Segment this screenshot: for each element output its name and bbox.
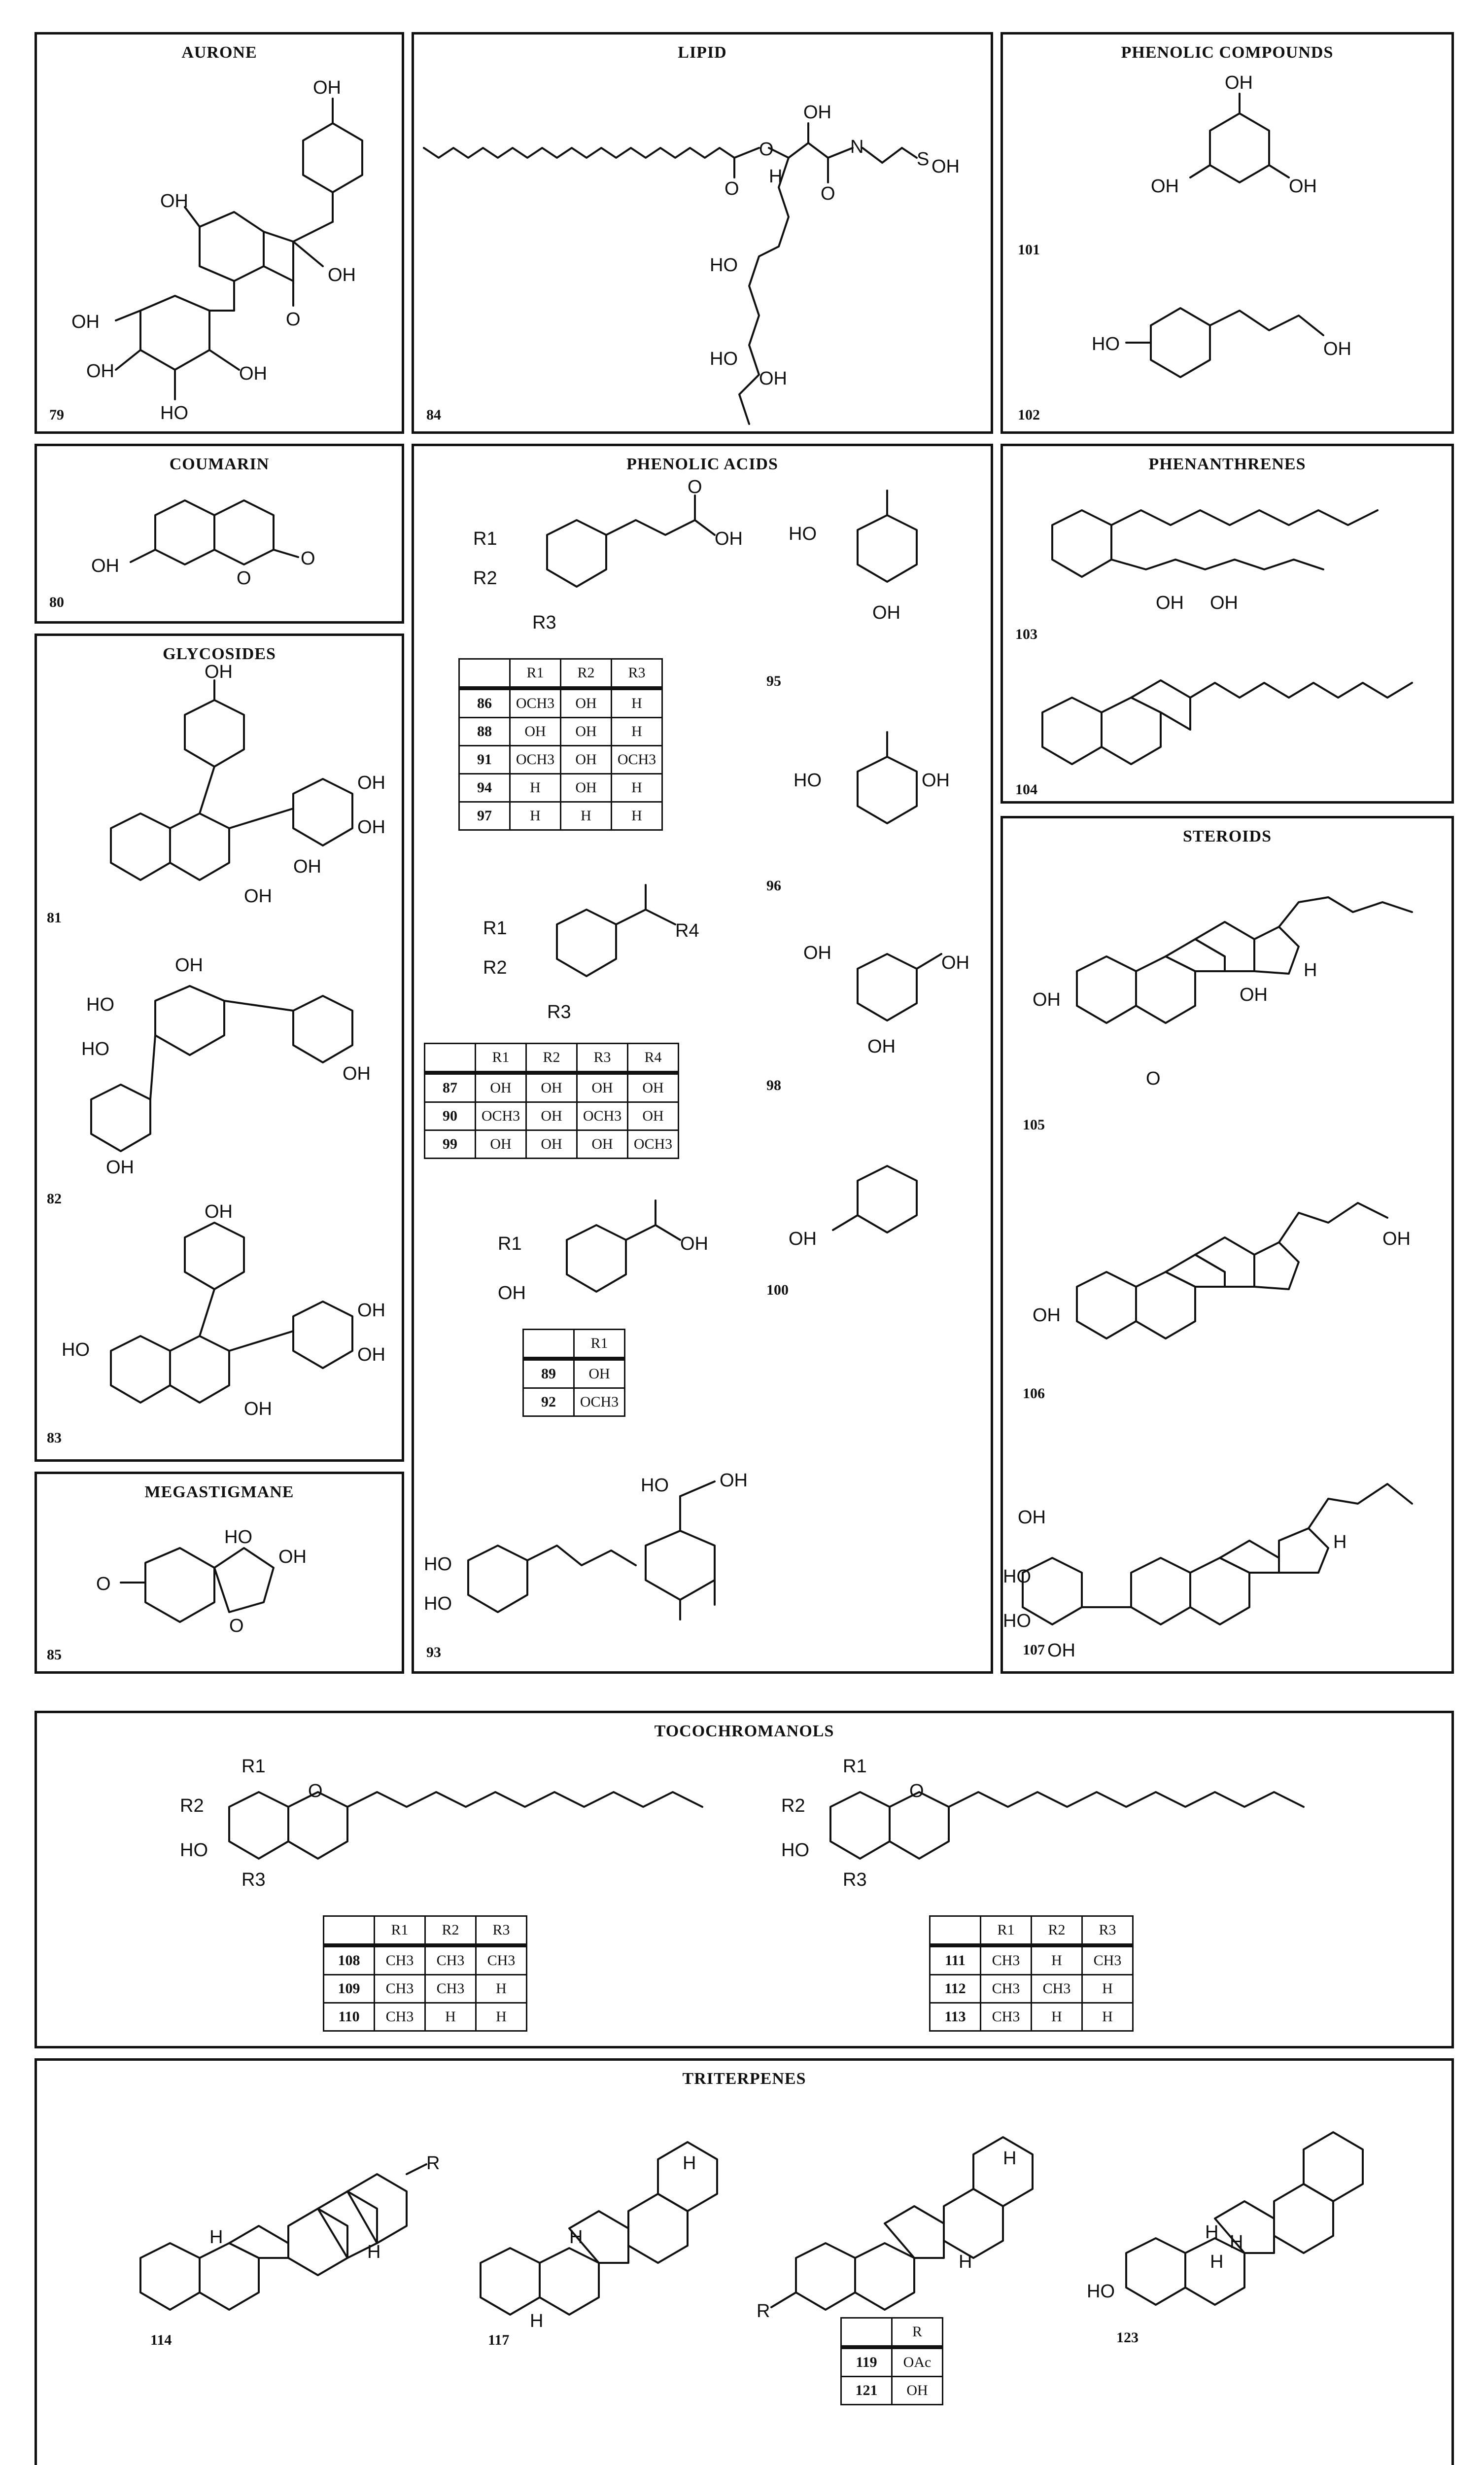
panel-steroids [1001,816,1454,1674]
substituent-cell: OCH3 [510,688,561,718]
svg-text:O: O [229,1616,244,1636]
svg-text:R4: R4 [675,920,699,941]
compound-84: 84 [426,407,441,423]
svg-text:OH: OH [789,1229,817,1249]
structure-93 [414,1422,956,1639]
table-row [523,1388,625,1416]
svg-text:OH: OH [1047,1640,1075,1661]
svg-text:R3: R3 [843,1869,867,1890]
panel-phenolic-compounds [1001,32,1454,434]
compound-107: 107 [1023,1642,1045,1658]
structure-98 [759,919,981,1077]
panel-glycosides [35,634,404,1462]
structure-106 [1003,1163,1447,1400]
table-row [425,1073,679,1102]
table-header-cell: R1 [476,1044,526,1073]
svg-text:OH: OH [803,102,831,123]
table-header-cell: R1 [510,659,561,689]
svg-text:OH: OH [244,886,272,907]
panel-title: PHENOLIC ACIDS [626,455,778,473]
svg-text:OH: OH [867,1036,896,1057]
svg-text:OH: OH [343,1063,371,1084]
svg-text:R2: R2 [483,957,507,978]
compound-number: 91 [459,746,510,774]
panel-coumarin [35,444,404,624]
substituent-cell: OCH3 [612,746,662,774]
substituent-cell: OH [577,1073,628,1102]
substituent-cell: H [612,688,662,718]
table-header-cell: R4 [628,1044,679,1073]
table-row [523,1359,625,1388]
panel-lipid [412,32,993,434]
svg-text:R1: R1 [473,528,497,549]
compound-number: 108 [324,1945,375,1975]
svg-text:R: R [426,2153,440,2174]
compound-80: 80 [49,594,64,610]
substituent-cell: H [612,802,662,830]
svg-text:HO: HO [62,1339,90,1360]
structure-hydroxybenzoic-core [444,1186,739,1334]
svg-text:O: O [1146,1068,1161,1089]
svg-text:OH: OH [1018,1507,1046,1528]
svg-text:R1: R1 [242,1756,266,1777]
structure-118-120 [466,2430,786,2465]
substituent-cell: OH [561,774,612,802]
substituent-cell: OH [561,688,612,718]
svg-text:O: O [688,477,702,497]
svg-text:OH: OH [1210,593,1238,613]
substituent-cell: OCH3 [577,1102,628,1130]
substituent-cell: CH3 [425,1975,476,2003]
svg-text:OH: OH [1033,1305,1061,1326]
svg-text:OH: OH [293,856,321,877]
compound-85: 85 [47,1647,62,1663]
svg-text:H: H [1210,2252,1224,2272]
svg-text:OH: OH [941,952,969,973]
substituent-cell: OCH3 [476,1102,526,1130]
svg-text:OH: OH [357,1300,385,1321]
svg-text:HO: HO [81,1039,109,1059]
svg-text:OH: OH [175,955,203,976]
compound-98: 98 [766,1077,781,1093]
substituent-cell: H [510,774,561,802]
table-row [459,802,662,830]
svg-text:H: H [530,2311,544,2331]
structure-123 [1082,2090,1387,2337]
compound-number: 90 [425,1102,476,1130]
substituent-cell: OAc [892,2347,943,2377]
panel-tocochromanols [35,1711,1454,2048]
substituent-cell: OH [476,1073,526,1102]
compound-number: 99 [425,1130,476,1159]
svg-text:O: O [725,178,739,199]
structure-tocopherol-core [155,1743,796,1891]
svg-text:OH: OH [922,770,950,791]
svg-text:HO: HO [710,255,738,276]
svg-text:O: O [96,1574,111,1594]
compound-number: 110 [324,2003,375,2031]
table-header-cell [841,2318,892,2348]
panel-title: MEGASTIGMANE [144,1483,294,1501]
substituent-cell: CH3 [981,2003,1032,2031]
panel-title: GLYCOSIDES [163,645,276,663]
substituent-cell: H [612,718,662,746]
structure-115-116 [121,2430,441,2465]
panel-phenanthrenes [1001,444,1454,804]
substituent-cell: H [561,802,612,830]
structure-85 [37,1504,402,1671]
compound-106: 106 [1023,1385,1045,1402]
panel-title: STEROIDS [1183,827,1272,845]
svg-text:O: O [821,183,835,204]
substituent-cell: OCH3 [628,1130,679,1159]
svg-text:R2: R2 [473,568,497,589]
substituent-cell: OH [476,1130,526,1159]
structure-95 [759,481,981,638]
svg-text:H: H [209,2227,223,2248]
table-header-cell [930,1916,981,1946]
substituent-cell: OH [561,718,612,746]
substituent-cell: OH [892,2377,943,2405]
substituent-cell: OH [526,1073,577,1102]
compound-114: 114 [150,2332,172,2348]
compound-number: 92 [523,1388,574,1416]
svg-text:O: O [237,568,251,589]
svg-text:HO: HO [424,1554,452,1575]
compound-number: 119 [841,2347,892,2377]
svg-text:OH: OH [328,265,356,285]
svg-text:HO: HO [424,1593,452,1614]
structure-101 [1003,69,1447,232]
compound-103: 103 [1015,626,1037,642]
compound-number: 97 [459,802,510,830]
svg-text:OH: OH [86,361,114,382]
substituent-cell: CH3 [375,1975,425,2003]
substituent-cell: CH3 [981,1975,1032,2003]
substituent-cell: H [476,2003,527,2031]
compound-102: 102 [1018,407,1040,423]
structure-82 [37,942,402,1178]
substituent-cell: CH3 [1082,1945,1133,1975]
panel-title: COUMARIN [169,455,270,473]
substituent-cell: OCH3 [510,746,561,774]
table-header-cell: R2 [561,659,612,689]
compound-number: 113 [930,2003,981,2031]
table-row [324,1945,527,1975]
substituent-cell: OCH3 [574,1388,625,1416]
table-row [459,746,662,774]
substituent-cell: OH [577,1130,628,1159]
table-cinnamic-acids [458,658,663,831]
table-119-121 [840,2317,943,2405]
svg-text:H: H [683,2153,696,2174]
table-header-cell: R3 [612,659,662,689]
compound-105: 105 [1023,1117,1045,1133]
table-tocopherols [323,1915,527,2032]
svg-text:OH: OH [1156,593,1184,613]
svg-text:R1: R1 [843,1756,867,1777]
svg-text:OH: OH [1225,72,1253,93]
structure-107 [1003,1425,1447,1681]
table-header-cell [459,659,510,689]
substituent-cell: CH3 [375,1945,425,1975]
svg-text:S: S [917,149,930,170]
substituent-cell: CH3 [476,1945,527,1975]
svg-text:OH: OH [357,1344,385,1365]
svg-text:H: H [569,2227,583,2248]
panel-title: TRITERPENES [682,2070,806,2088]
substituent-cell: CH3 [1032,1975,1082,2003]
table-header-cell: R1 [574,1330,625,1359]
svg-text:HO: HO [641,1475,669,1496]
substituent-cell: H [510,802,561,830]
substituent-cell: H [476,1975,527,2003]
table-header-cell: R1 [375,1916,425,1946]
table-row [324,1975,527,2003]
substituent-cell: OH [574,1359,625,1388]
svg-text:R3: R3 [532,612,556,633]
svg-text:R2: R2 [781,1796,805,1816]
substituent-cell: OH [526,1130,577,1159]
svg-text:OH: OH [872,602,900,623]
svg-text:OH: OH [1382,1229,1411,1249]
table-header-cell: R2 [526,1044,577,1073]
table-row [459,718,662,746]
structure-84 [414,59,991,434]
svg-text:O: O [301,548,315,569]
svg-text:OH: OH [205,1201,233,1222]
compound-number: 111 [930,1945,981,1975]
compound-81: 81 [47,910,62,926]
table-header-cell: R [892,2318,943,2348]
substituent-cell: CH3 [375,2003,425,2031]
table-row [841,2347,943,2377]
svg-text:HO: HO [1003,1566,1031,1587]
svg-text:OH: OH [932,156,960,177]
table-row [425,1102,679,1130]
svg-text:OH: OH [357,773,385,793]
compound-101: 101 [1018,242,1040,258]
structure-104 [1003,643,1447,772]
substituent-cell: OH [628,1073,679,1102]
compound-79: 79 [49,407,64,423]
svg-text:OH: OH [313,77,341,98]
svg-text:R3: R3 [547,1002,571,1022]
svg-text:HO: HO [710,349,738,369]
structure-80 [37,476,402,624]
substituent-cell: CH3 [425,1945,476,1975]
compound-number: 121 [841,2377,892,2405]
structure-81 [37,662,402,922]
panel-triterpenes [35,2058,1454,2465]
compound-number: 112 [930,1975,981,2003]
panel-aurone [35,32,404,434]
svg-text:R: R [757,2301,770,2322]
structure-79 [37,64,402,429]
substituent-cell: CH3 [981,1945,1032,1975]
svg-text:OH: OH [498,1283,526,1303]
panel-title: TOCOCHROMANOLS [654,1722,834,1740]
substituent-cell: H [612,774,662,802]
svg-text:O: O [909,1781,924,1801]
svg-text:HO: HO [1092,334,1120,354]
svg-text:HO: HO [781,1840,809,1861]
substituent-cell: H [1082,1975,1133,2003]
svg-text:OH: OH [715,528,743,549]
svg-text:OH: OH [278,1547,307,1567]
svg-text:R2: R2 [180,1796,204,1816]
compound-104: 104 [1015,781,1037,798]
svg-text:O: O [759,139,774,160]
table-row [930,1945,1133,1975]
table-header-cell: R3 [577,1044,628,1073]
compound-96: 96 [766,878,781,894]
panel-megastigmane [35,1472,404,1674]
svg-text:OH: OH [239,363,267,384]
substituent-cell: H [1082,2003,1133,2031]
svg-text:R3: R3 [242,1869,266,1890]
panel-title: PHENOLIC COMPOUNDS [1121,43,1334,62]
structure-122 [757,2430,1062,2465]
structure-117 [451,2095,771,2352]
substituent-cell: OH [510,718,561,746]
table-row [324,2003,527,2031]
substituent-cell: OH [561,746,612,774]
compound-number: 94 [459,774,510,802]
svg-text:H: H [1304,960,1317,981]
svg-text:OH: OH [1323,339,1351,359]
structure-benzoyl-core [444,880,739,1038]
svg-text:HO: HO [794,770,822,791]
structure-114 [111,2095,456,2352]
compound-number: 87 [425,1073,476,1102]
svg-text:HO: HO [1087,2281,1115,2302]
compound-number: 109 [324,1975,375,2003]
panel-phenolic-acids [412,444,993,1674]
table-header-cell [523,1330,574,1359]
table-header-cell: R2 [1032,1916,1082,1946]
table-row [459,774,662,802]
table-header-cell: R1 [981,1916,1032,1946]
table-row [841,2377,943,2405]
substituent-cell: OH [526,1102,577,1130]
svg-text:OH: OH [244,1399,272,1419]
structure-cinnamic-core [444,477,743,643]
svg-text:OH: OH [680,1233,708,1254]
svg-text:R1: R1 [498,1233,522,1254]
svg-text:R1: R1 [483,918,507,939]
structure-96 [759,722,981,870]
table-header-cell: R3 [1082,1916,1133,1946]
structure-119-121 [752,2090,1072,2322]
table-row [459,688,662,718]
svg-text:O: O [286,309,301,330]
svg-text:H: H [1333,1532,1347,1552]
svg-text:HO: HO [86,994,114,1015]
compound-117: 117 [488,2332,510,2348]
structure-83 [37,1198,402,1435]
compound-number: 86 [459,688,510,718]
compound-number: 88 [459,718,510,746]
svg-text:OH: OH [803,943,831,963]
svg-text:HO: HO [789,524,817,544]
compound-95: 95 [766,673,781,689]
compound-100: 100 [766,1282,789,1298]
svg-text:H: H [959,2252,972,2272]
compound-number: 89 [523,1359,574,1388]
svg-text:OH: OH [357,817,385,838]
table-row [930,1975,1133,2003]
structure-tocotrienol-core [757,1743,1397,1891]
svg-text:HO: HO [224,1527,252,1548]
panel-title: AURONE [181,43,257,62]
svg-text:OH: OH [71,312,100,332]
substituent-cell: OH [628,1102,679,1130]
table-header-cell: R2 [425,1916,476,1946]
compound-83: 83 [47,1430,62,1446]
svg-text:OH: OH [720,1470,748,1491]
table-header-cell [425,1044,476,1073]
compound-93: 93 [426,1644,441,1660]
panel-title: PHENANTHRENES [1148,455,1306,473]
svg-text:HO: HO [160,403,188,423]
svg-text:OH: OH [1033,989,1061,1010]
substituent-cell: H [425,2003,476,2031]
structure-102 [1003,276,1447,424]
svg-text:OH: OH [759,368,787,389]
svg-text:O: O [308,1781,323,1801]
svg-text:OH: OH [1289,176,1317,197]
svg-text:HO: HO [180,1840,208,1861]
structure-103 [1003,476,1447,638]
table-row [425,1130,679,1159]
structure-124 [1072,2430,1378,2465]
substituent-cell: H [1032,2003,1082,2031]
svg-text:OH: OH [1240,985,1268,1005]
table-benzoyl-acids [424,1043,679,1159]
substituent-cell: H [1032,1945,1082,1975]
structure-105 [1003,848,1447,1124]
svg-text:H: H [1230,2232,1243,2253]
compound-123: 123 [1116,2329,1139,2346]
svg-text:N: N [850,137,864,157]
svg-text:HO: HO [1003,1611,1031,1631]
svg-text:OH: OH [106,1157,134,1178]
svg-text:H: H [1205,2222,1219,2243]
table-row [930,2003,1133,2031]
svg-text:H: H [769,166,783,187]
compound-82: 82 [47,1191,62,1207]
svg-text:H: H [367,2242,381,2262]
table-tocotrienols [929,1915,1134,2032]
structure-100 [759,1131,981,1279]
svg-text:OH: OH [160,191,188,211]
table-header-cell [324,1916,375,1946]
svg-text:OH: OH [205,662,233,682]
svg-text:OH: OH [91,556,119,576]
panel-title: LIPID [678,43,727,62]
table-hydroxybenzoic-acids [522,1329,625,1417]
table-header-cell: R3 [476,1916,527,1946]
svg-text:H: H [1003,2148,1017,2169]
svg-text:OH: OH [1151,176,1179,197]
